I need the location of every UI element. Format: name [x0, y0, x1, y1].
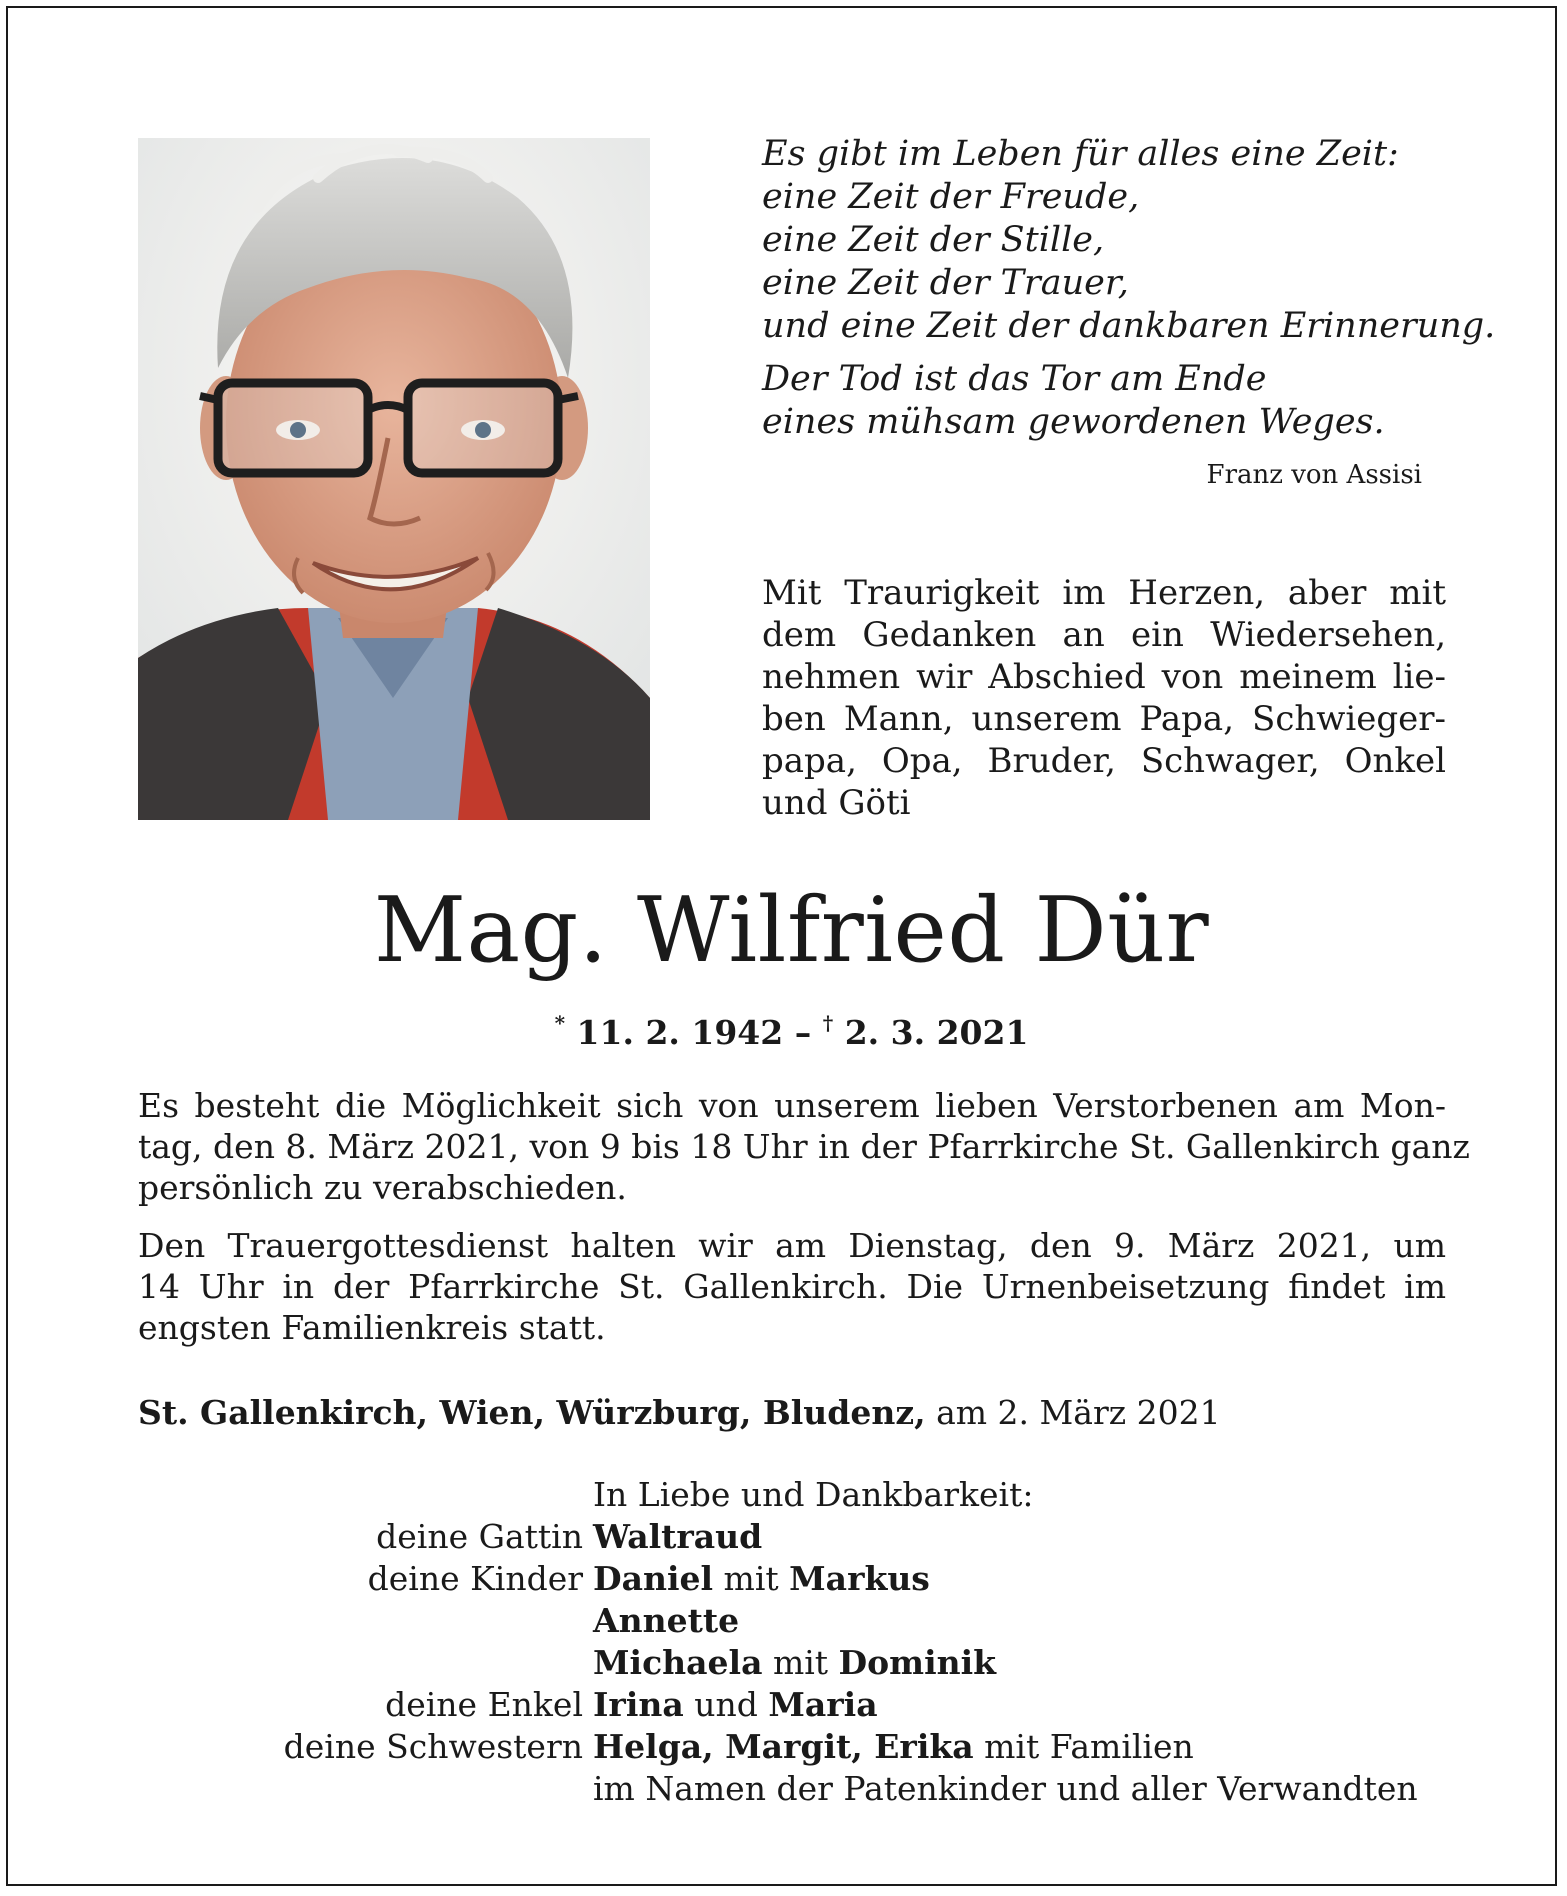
mourner-names — [593, 1684, 878, 1726]
poem-line: eine Zeit der Stille, — [762, 220, 1105, 260]
mourner-row — [138, 1768, 1446, 1810]
mourner-name: Annette — [593, 1601, 740, 1640]
relation-label: deine Enkel — [385, 1685, 583, 1724]
mourner-name: Waltraud — [593, 1517, 763, 1556]
mourner-names — [593, 1768, 1418, 1810]
mourner-row — [138, 1516, 1446, 1558]
mourners-list — [138, 1474, 1446, 1810]
mourner-name: Dominik — [838, 1643, 997, 1682]
connector-text: mit Familien — [973, 1727, 1194, 1766]
mourner-name: Irina — [593, 1685, 684, 1724]
mourner-names — [593, 1558, 930, 1600]
poem-line: Es gibt im Leben für alles eine Zeit: — [762, 134, 1399, 174]
mourner-row — [138, 1558, 1446, 1600]
paragraph-line: 14 Uhr in der Pfarrkirche St. Gallenkirch. Die Urnenbeisetzung findet im — [138, 1267, 1446, 1306]
deceased-name: Mag. Wilfried Dür — [373, 878, 1210, 983]
intro-line: papa, Opa, Bruder, Schwager, Onkel — [762, 741, 1446, 781]
portrait-illustration — [138, 138, 650, 820]
paragraph-line: persönlich zu verabschieden. — [138, 1168, 627, 1207]
birth-symbol: * — [554, 1011, 566, 1035]
death-date: 2. 3. 2021 — [844, 1013, 1029, 1052]
portrait-photo — [138, 138, 650, 820]
mourner-row — [138, 1726, 1446, 1768]
intro-line: und Göti — [762, 783, 911, 823]
mourner-row — [138, 1642, 1446, 1684]
announcement-date: am 2. März 2021 — [925, 1393, 1221, 1432]
farewell-paragraph — [138, 1085, 1470, 1208]
mourners-heading-row — [138, 1474, 1446, 1516]
poem-line: eines mühsam gewordenen Weges. — [762, 402, 1385, 442]
relation-label: deine Schwestern — [283, 1727, 583, 1766]
poem-stanza — [762, 133, 1496, 348]
poem-line: und eine Zeit der dankbaren Erinnerung. — [762, 306, 1496, 346]
funeral-paragraph — [138, 1225, 1446, 1348]
relation-label — [138, 1642, 593, 1684]
poem-line: eine Zeit der Trauer, — [762, 263, 1129, 303]
poem-line: eine Zeit der Freude, — [762, 177, 1140, 217]
intro-line: Mit Traurigkeit im Herzen, aber mit — [762, 573, 1446, 613]
place-and-date — [138, 1392, 1446, 1433]
quote-attribution: Franz von Assisi — [1206, 460, 1422, 490]
connector-text: mit — [762, 1643, 839, 1682]
mourner-names — [593, 1516, 762, 1558]
intro-text — [762, 572, 1446, 824]
mourners-heading: In Liebe und Dankbarkeit: — [593, 1475, 1034, 1514]
mourner-name: Daniel — [593, 1559, 714, 1598]
death-symbol: † — [822, 1011, 834, 1035]
paragraph-line: Es besteht die Möglichkeit sich von unserem lieben Verstorbenen am Mon- — [138, 1086, 1446, 1125]
intro-line: ben Mann, unserem Papa, Schwieger- — [762, 699, 1446, 739]
mourners-rows — [138, 1516, 1446, 1810]
mourner-row — [138, 1684, 1446, 1726]
paragraph-line: engsten Familienkreis statt. — [138, 1308, 606, 1347]
relation-label — [138, 1600, 593, 1642]
mourner-names — [593, 1726, 1194, 1768]
poem-quote — [762, 133, 1496, 444]
mourner-row — [138, 1600, 1446, 1642]
mourner-name: Michaela — [593, 1643, 763, 1682]
connector-text: und — [683, 1685, 769, 1724]
date-separator: – — [783, 1013, 823, 1052]
paragraph-line: Den Trauergottesdienst halten wir am Dienstag, den 9. März 2021, um — [138, 1226, 1446, 1265]
mourner-name: Helga, Margit, Erika — [593, 1727, 974, 1766]
mourner-names — [593, 1642, 996, 1684]
relation-label — [138, 1768, 593, 1810]
birth-date: 11. 2. 1942 — [576, 1013, 784, 1052]
connector-text: mit — [713, 1559, 790, 1598]
relation-label: deine Kinder — [367, 1559, 583, 1598]
paragraph-line: tag, den 8. März 2021, von 9 bis 18 Uhr in der Pfarrkirche St. Gallenkirch ganz — [138, 1127, 1470, 1166]
mourner-names — [593, 1600, 739, 1642]
obituary-frame — [6, 6, 1557, 1886]
mourner-name: Markus — [789, 1559, 930, 1598]
mourner-name: Maria — [768, 1685, 878, 1724]
poem-stanza — [762, 358, 1422, 444]
intro-line: nehmen wir Abschied von meinem lie- — [762, 657, 1446, 697]
places: St. Gallenkirch, Wien, Würzburg, Bludenz, — [138, 1393, 926, 1432]
connector-text: im Namen der Patenkinder und aller Verwandten — [593, 1769, 1418, 1808]
life-dates — [8, 1003, 1567, 1053]
poem-line: Der Tod ist das Tor am Ende — [762, 359, 1267, 399]
intro-line: dem Gedanken an ein Wiedersehen, — [762, 615, 1446, 655]
relation-label: deine Gattin — [376, 1517, 583, 1556]
